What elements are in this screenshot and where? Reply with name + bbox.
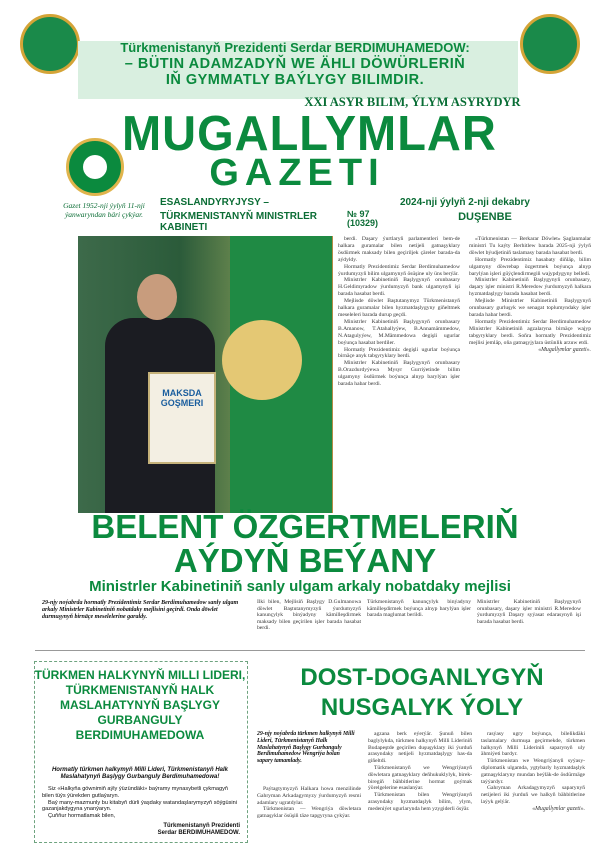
strip-column-2: Türkmenistanyň kanunçylyk binýadyny kämilleşdirmek boýunça alnyp barylýan işler barada maglumat berildi. [367, 599, 471, 619]
paragraph: Ministrler Kabinetiniň Başlygynyň orunbasary H.Geldimyradow ýurdumyzyň bank ulgamynyň işi barada hasabat berdi. [338, 277, 460, 298]
article2-signature: «Mugallymlar gazeti». [532, 805, 585, 812]
quote-line-2: – BÜTIN ADAMZADYŇ WE ÄHLI DÖWÜRLERIŇ [124, 56, 466, 72]
paragraph: «Türkmenistan — Berkarar Döwlet» Şaglanmalar ministri Tu kaýty Berhitlew barada 2025-nji ýylyň döwlet býudjetiniň taslamasy barada hasabat berdi. [469, 236, 591, 256]
paragraph: Mejlisde Ministrler Kabinetiniň Başlygynyň orunbasary gurluşyk we senagat toplumyndaky işler barada habar berdi. [469, 298, 591, 318]
right-emblem-icon [520, 14, 580, 74]
article1-lede: 29-njy noýabrda hormatly Prezidentimiz Serdar Berdimuhamedow sanly ulgam arkaly Ministrler Kabinetiniň nobatdaky mejlisini geçirdi. Onda döwlet durmuşynyň birnäçe meselelerine garaldy. [42, 600, 239, 620]
article1-subhead: Ministrler Kabinetiniň sanly ulgam arkaly nobatdaky mejlisi [89, 578, 511, 595]
founded-note: Gazet 1952-nji ýylyň 11-nji ýanwaryndan bäri çykýar. [63, 201, 145, 219]
paragraph: Türkmenistan bilen Wengriýanyň arasyndaky hyzmatdaşlyk bilim, ylym, medeniýet ugurlarynda hem yzygiderli ösýär. [368, 792, 472, 812]
article2-headline-line-2: NUSGALYK ÝOLY [320, 694, 524, 721]
article1-column-1 [338, 236, 460, 388]
paragraph: Hormatly Prezidentimiz degişli ugurlar boýunça birnäçe anyk tabşyryklary berdi. [338, 346, 460, 360]
signature-line-2: Serdar BERDIMUHAMEDOW. [157, 830, 240, 836]
signature-line-1: Türkmenistanyň Prezidenti [163, 823, 240, 829]
quote-line-1: Türkmenistanyň Prezidenti Serdar BERDIMUHAMEDOW: [120, 40, 470, 55]
person-head [137, 274, 177, 320]
paragraph: Ministrler Kabinetiniň Başlygynyň orunbasary, daşary işler ministri R.Meredow ýurdumyzyň halkara hyzmatdaşlygy barada hasabat berdi. [469, 277, 591, 298]
article2-headline [252, 663, 592, 723]
masthead-area [0, 0, 600, 236]
state-seal-icon [222, 320, 302, 400]
issue-total: (10329) [347, 218, 379, 228]
quote-line-3: IŇ GYMMATLY BAÝLYGY BILIMDIR. [165, 72, 425, 88]
article2-column-3 [481, 731, 585, 813]
paragraph: berdi. Daşary ýurtlaryň parlamentleri bem-de halkara guramalar bilen netijeli gatnaşyklary ösdürmek maksady bilen geçiriljek çäreler barada-da aýdyldy. [338, 236, 460, 263]
paragraph: Baý many-mazmunly bu kitabyň dürli ýaşdaky watandaşlarymyzyň söýgüsini gazanjakdygyna ynanýaryn. [42, 799, 238, 813]
paragraph: Türkmenistan — Wengriýa döwletara gatnaşyklar ösüşiň täze tapgyryna çykýar. [257, 806, 361, 820]
article1-strip [257, 599, 587, 643]
masthead-line-2: GAZETI [209, 152, 385, 194]
sidebar-heading: TÜRKMEN HALKYNYŇ MILLI LIDERI, TÜRKMENISTANYŇ HALK MASLAHATYNYŇ BAŞLYGY GURBANGULY BERDIMUHAMEDOWA [34, 668, 246, 742]
book-cover [148, 372, 216, 464]
issue-number [347, 210, 387, 228]
article2-headline-line-1: DOST-DOGANLYGYŇ [300, 664, 544, 691]
strip-column-1: Ilki bilen, Mejlisiň Başlygy D.Gulmanowa döwlet Baştutanymyzyň ýurdumyzyň kanunçylyk binýadyny kämilleşdirmek maksady bilen geçirilen işler barada hasabat berdi. [257, 599, 361, 632]
sidebar-body [42, 786, 240, 820]
publisher-line-2: TÜRKMENISTANYŇ MINISTRLER KABINETI [160, 211, 318, 233]
paragraph: Ministrler Kabinetiniň Başlygynyň orunbasary B.Orazdurdyýewa Mysyr Gurriýetinde bilim ulgamyny ösdürmek boýunça alnyp barylýan işler barada habar berdi. [338, 360, 460, 388]
strip-column-3: Ministrler Kabinetiniň Başlygynyň orunbasary, daşary işler ministri R.Meredow ýurdumyzyň Daşary syýasat edarasynyň işi barada hasabat berdi. [477, 599, 581, 625]
series-slogan: XXI ASYR BILIM, ÝLYM ASYRYDYR [304, 95, 521, 109]
presidential-quote [80, 40, 510, 88]
left-emblem-icon [20, 14, 80, 74]
paragraph: Hormatly Prezidentimiz Serdar Berdimuhamedow Ministrler Kabinetiniň agzalaryna birnäçe wajyp tabşyryklary berdi. Soňra hormatly Prezidentimiz mejlisi jemläp, oňa gatnaşyjylara üstünlik arzuw etdi. [469, 318, 591, 346]
article1-headline-line-1: BELENT ÖZGERTMELERIŇ [91, 508, 519, 545]
paragraph: Paýtagtymyzyň Halkara howa menzilinde Gahryman Arkadagymyzy ýurdumyzyň resmi adamlary ugratdylar. [257, 786, 361, 806]
article1-columns [338, 236, 593, 514]
publisher-line-1: ESASLANDYRYJYSY – [160, 197, 269, 208]
paragraph: rasýasy ugry boýunça, bilelikdäki taslamalary durmuşa geçirmekde, türkmen halkynyň Milli Lideriniň saparynyň uly ähmiýeti bardyr. [481, 731, 585, 758]
issue-date: 2024-nji ýylyň 2-nji dekabry [399, 197, 530, 208]
paragraph: Gahryman Arkadagymyzyň saparynyň netijeleri iki ýurduň we halkyň bähbitlerine laýyk gelýär. [481, 785, 585, 805]
issue-info [160, 197, 530, 233]
issue-number-value: № 97 [347, 209, 370, 219]
paragraph: agzana berk eýerýär. Şunuň bilen baglylykda, türkmen halkynyň Milli Lideriniň Budapeştde geçirilen duşuşyklary iki ýurduň arasyndaky netijeli hyzmatdaşlygy has-da giňeltdi. [368, 731, 472, 765]
paragraph: Hormatly Prezidentimiz Serdar Berdimuhamedow ýurdumyzyň bilim ulgamynyň ösüşine uly üns berýär. [338, 263, 460, 277]
weekday: DUŞENBE [458, 211, 512, 223]
sidebar-signature [120, 823, 240, 837]
masthead-title [122, 104, 497, 194]
sidebar-caption: Hormatly türkmen halkymyň Milli Lideri, Türkmenistanyň Halk Maslahatynyň Başlygy Gurbanguly Berdimuhamedowa! [51, 767, 229, 780]
newspaper-logo-icon [66, 138, 124, 196]
article2-lede: 29-njy noýabrda türkmen halkynyň Milli Lideri, Türkmenistanyň Halk Maslahatynyň Başlygy Gurbanguly Berdimuhamedow Wengriýa bolan sapary tamamlady. [257, 731, 355, 765]
article1-signature: «Mugallymlar gazeti». [538, 346, 591, 353]
book-title: MAKSDA GOŞMERI [160, 388, 204, 408]
article1-column-2 [469, 236, 591, 353]
paragraph: Mejlisde döwlet Baştutanymyz Türkmenistanyň halkara guramalar bilen hyzmatdaşlygyny giňeltmek meseleleri barada durup geçdi. [338, 298, 460, 318]
paragraph: Ministrler Kabinetiniň Başlygynyň orunbasary B.Amanow, T.Atahallyýew, B.Annamämmedow, N.Atagulyýew, M.Mämmedowa degişli ugurlar boýunça hasabat berdiler. [338, 318, 460, 346]
paragraph: Türkmenistanyň we Wengriýanyň döwletara gatnaşyklary deňhukuklylyk, birek-biregiň bähbitlerine hormat goýmak ýörelgelerine esaslanýar. [368, 764, 472, 792]
article2-column-1 [257, 786, 361, 820]
paragraph: Siz «Halkyňa göwnimiň aýly ýüzündäki» baýramy mynasybetli çykmagyň bilen tüýs ýürekden gutlaýaryn. [42, 786, 229, 799]
article1-headline-line-2: AÝDYŇ BEÝANY [173, 542, 437, 579]
masthead-line-1: MUGALLYMLAR [122, 104, 497, 161]
article1-headline [40, 510, 570, 578]
section-divider [35, 650, 585, 651]
paragraph: Çuňňur hormatlamak bilen, [48, 813, 116, 820]
article2-column-2 [368, 731, 472, 813]
paragraph: Türkmenistan we Wengriýanyň syýasy-diplomatik ulgamda, ygtybarly hyzmatdaşlyk gatnaşyklaryny mundan beýläk-de ösdürmäge taýýardyr. [481, 758, 585, 785]
paragraph: Hormatly Prezidentimiz hasabaty diňläp, bilim ulgamyny döwrebap özgertmek boýunça alnyp barylýan işleri güýçlendirmegiň wajypdygyny belledi. [469, 256, 591, 277]
